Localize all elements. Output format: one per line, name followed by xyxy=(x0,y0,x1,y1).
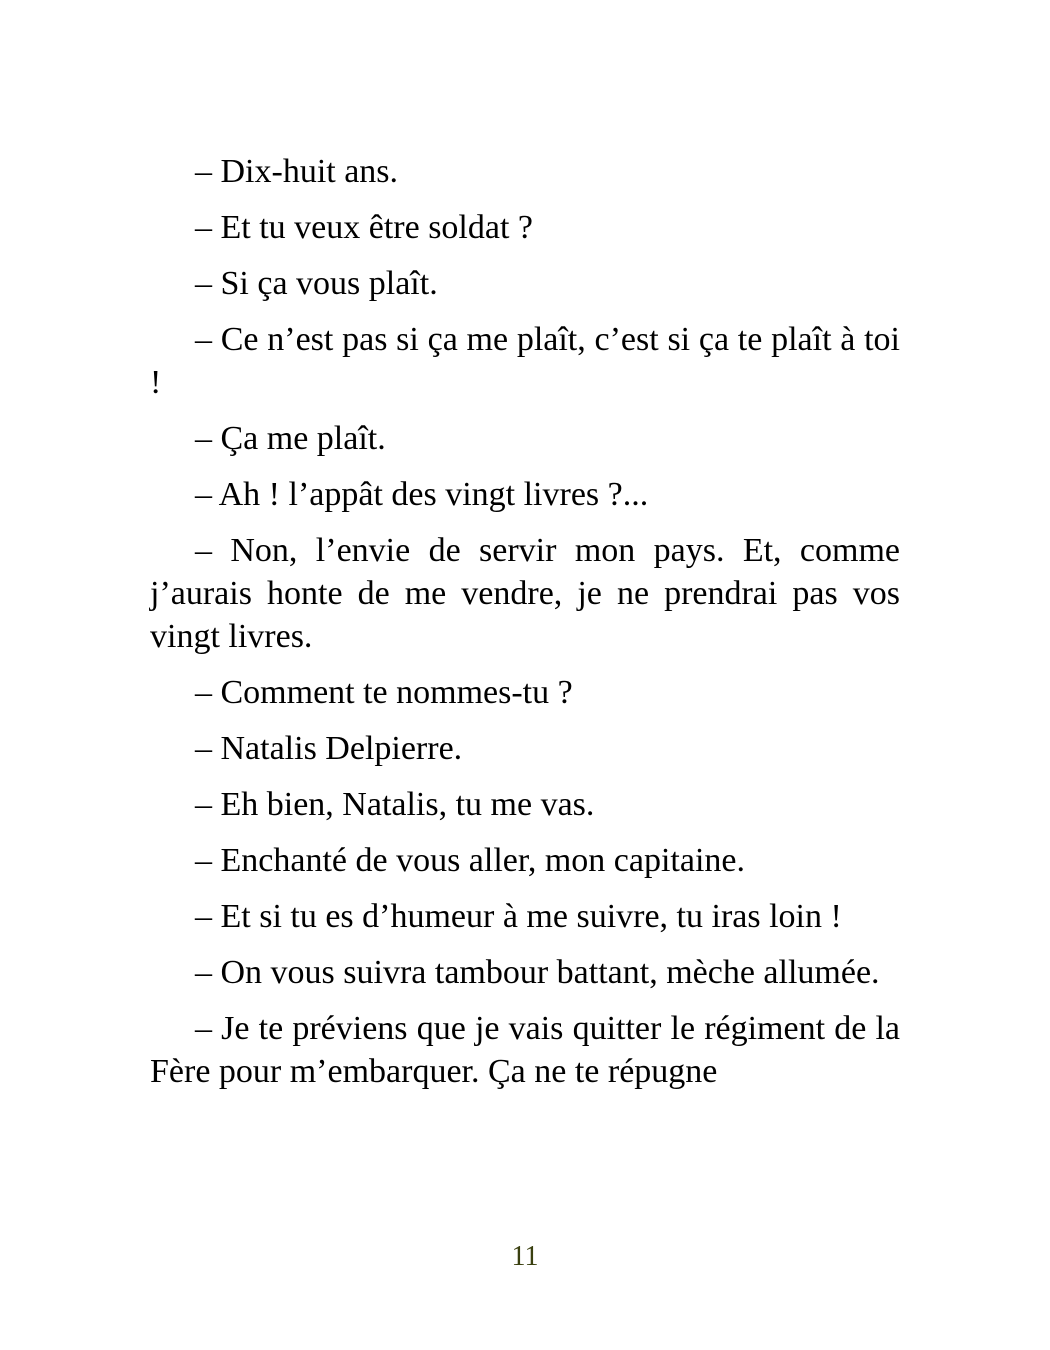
paragraph-continued: – Je te préviens que je vais quitter le régiment de la Fère pour m’embarquer. Ça ne te répugne xyxy=(150,1010,900,1090)
paragraph: – Comment te nommes-tu ? xyxy=(195,674,573,711)
paragraph: – Ah ! l’appât des vingt livres ?... xyxy=(195,476,649,513)
paragraph: – Non, l’envie de servir mon pays. Et, comme j’aurais honte de me vendre, je ne prendrai pas vos vingt livres. xyxy=(150,532,900,655)
paragraph: – Eh bien, Natalis, tu me vas. xyxy=(195,786,595,823)
page-number: 11 xyxy=(511,1241,539,1272)
paragraph: – Et si tu es d’humeur à me suivre, tu iras loin ! xyxy=(195,898,842,935)
paragraph: – On vous suivra tambour battant, mèche allumée. xyxy=(195,954,880,991)
paragraph: – Enchanté de vous aller, mon capitaine. xyxy=(195,842,745,879)
paragraph: – Dix-huit ans. xyxy=(195,153,399,190)
paragraph: – Natalis Delpierre. xyxy=(195,730,463,767)
paragraph: – Ça me plaît. xyxy=(195,420,386,457)
paragraph: – Si ça vous plaît. xyxy=(195,265,438,302)
paragraph: – Et tu veux être soldat ? xyxy=(195,209,534,246)
paragraph: – Ce n’est pas si ça me plaît, c’est si ça te plaît à toi ! xyxy=(150,321,900,401)
body-text xyxy=(150,150,900,1093)
